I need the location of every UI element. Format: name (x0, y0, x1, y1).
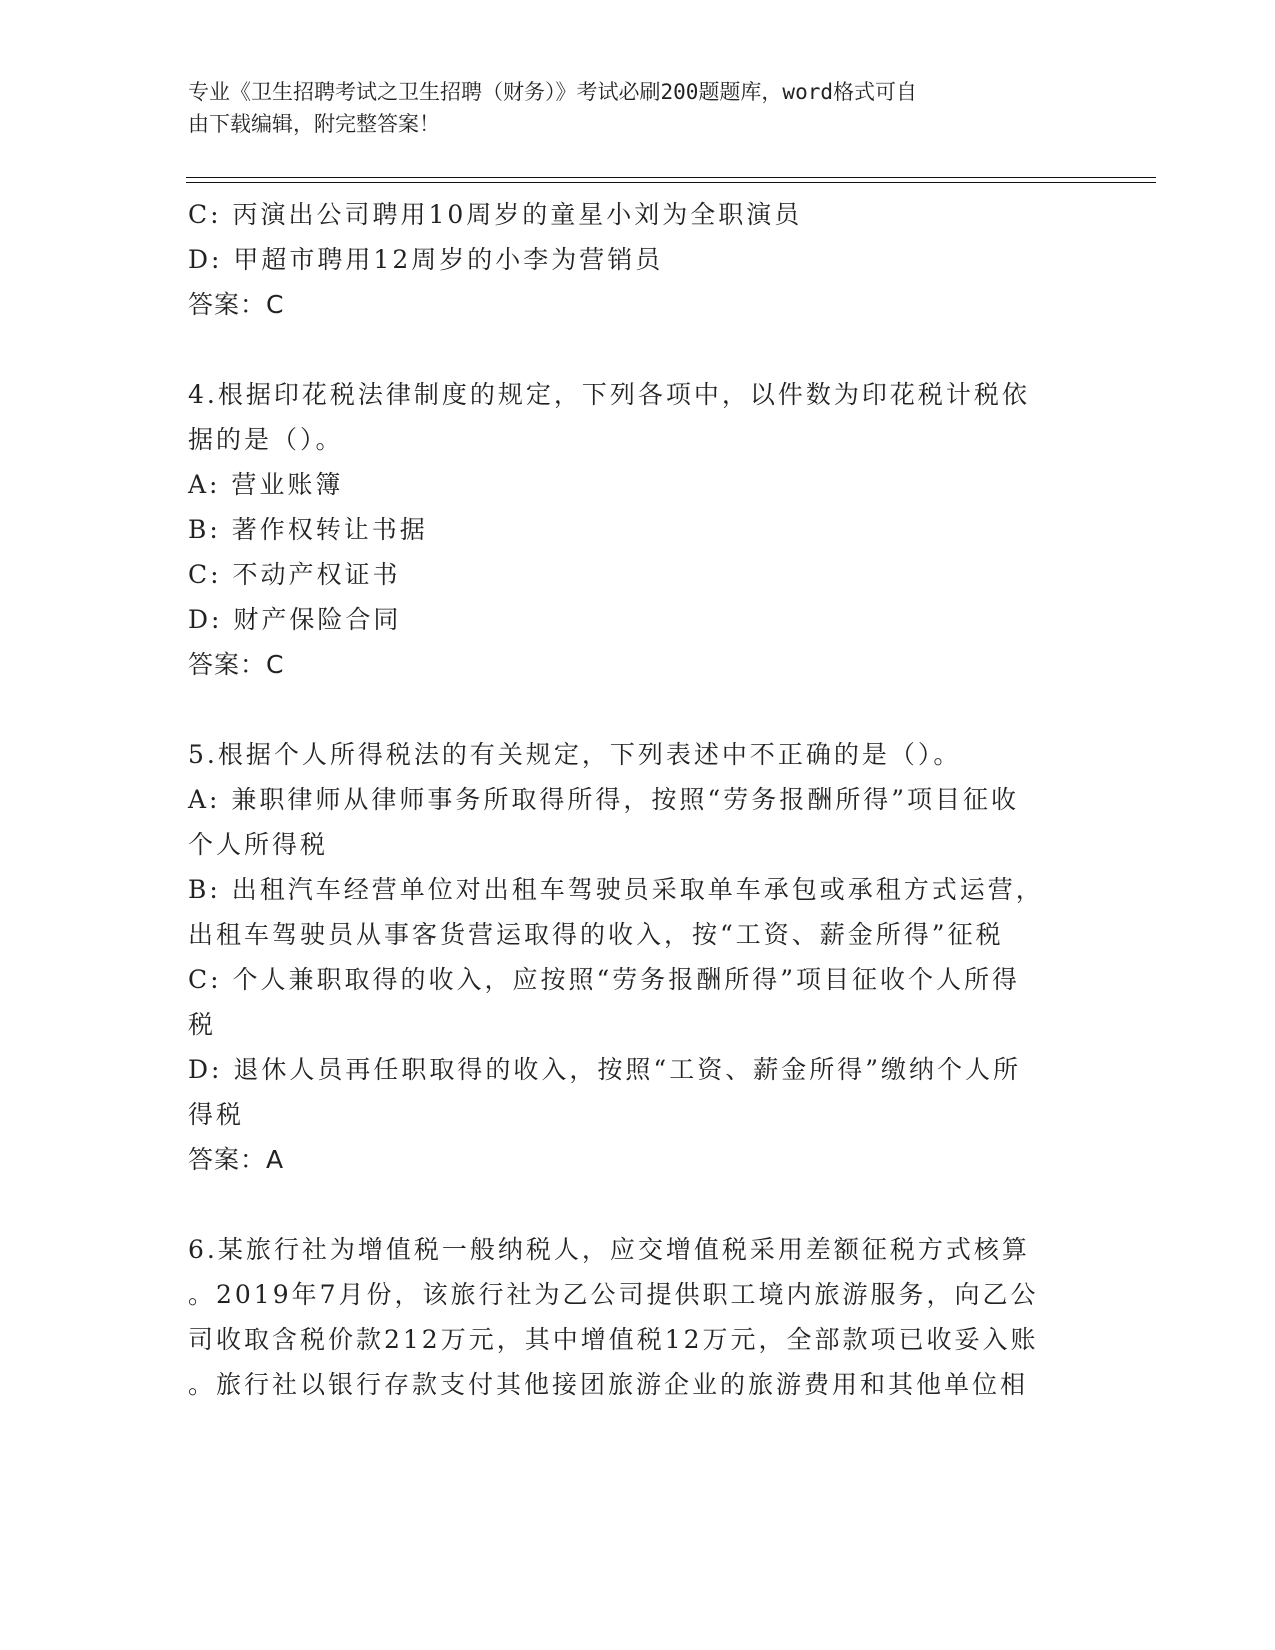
option-c-cont: 税 (188, 1010, 217, 1039)
answer: 答案：A (188, 1145, 285, 1174)
question-3 (188, 192, 1068, 327)
header-divider (186, 182, 1156, 183)
option-d: D: 财产保险合同 (188, 605, 402, 634)
question-stem: 4.根据印花税法律制度的规定，下列各项中，以件数为印花税计税依 (188, 380, 1030, 409)
option-b: B: 出租汽车经营单位对出租车驾驶员采取单车承包或承租方式运营， (188, 875, 1044, 904)
option-c: C: 个人兼职取得的收入，应按照“劳务报酬所得”项目征收个人所得 (188, 965, 1021, 994)
document-header (188, 76, 1068, 140)
question-stem: 司收取含税价款212万元，其中增值税12万元，全部款项已收妥入账 (188, 1325, 1039, 1354)
document-body (188, 192, 1068, 1407)
option-d-cont: 得税 (188, 1100, 245, 1129)
header-line: 由下载编辑，附完整答案！ (188, 112, 440, 136)
option-d: D: 甲超市聘用12周岁的小李为营销员 (188, 245, 664, 274)
option-c: C: 丙演出公司聘用10周岁的童星小刘为全职演员 (188, 200, 803, 229)
question-stem: 。2019年7月份，该旅行社为乙公司提供职工境内旅游服务，向乙公 (188, 1280, 1039, 1309)
question-6 (188, 1227, 1068, 1407)
question-stem: 据的是（）。 (188, 425, 344, 454)
header-divider (186, 177, 1156, 178)
option-b-cont: 出租车驾驶员从事客货营运取得的收入，按“工资、薪金所得”征税 (188, 920, 1004, 949)
question-5 (188, 732, 1068, 1182)
answer: 答案：C (188, 290, 285, 319)
option-a: A: 营业账簿 (188, 470, 344, 499)
option-a: A: 兼职律师从律师事务所取得所得，按照“劳务报酬所得”项目征收 (188, 785, 1019, 814)
option-c: C: 不动产权证书 (188, 560, 401, 589)
answer: 答案：C (188, 650, 285, 679)
option-a-cont: 个人所得税 (188, 830, 329, 859)
header-line: 专业《卫生招聘考试之卫生招聘（财务）》考试必刷200题题库，word格式可自 (188, 80, 917, 104)
option-d: D: 退休人员再任职取得的收入，按照“工资、薪金所得”缴纳个人所 (188, 1055, 1021, 1084)
option-b: B: 著作权转让书据 (188, 515, 428, 544)
question-stem: 6.某旅行社为增值税一般纳税人，应交增值税采用差额征税方式核算 (188, 1235, 1030, 1264)
question-stem: 。旅行社以银行存款支付其他接团旅游企业的旅游费用和其他单位相 (188, 1370, 1029, 1399)
question-4 (188, 372, 1068, 687)
question-stem: 5.根据个人所得税法的有关规定，下列表述中不正确的是（）。 (188, 740, 962, 769)
